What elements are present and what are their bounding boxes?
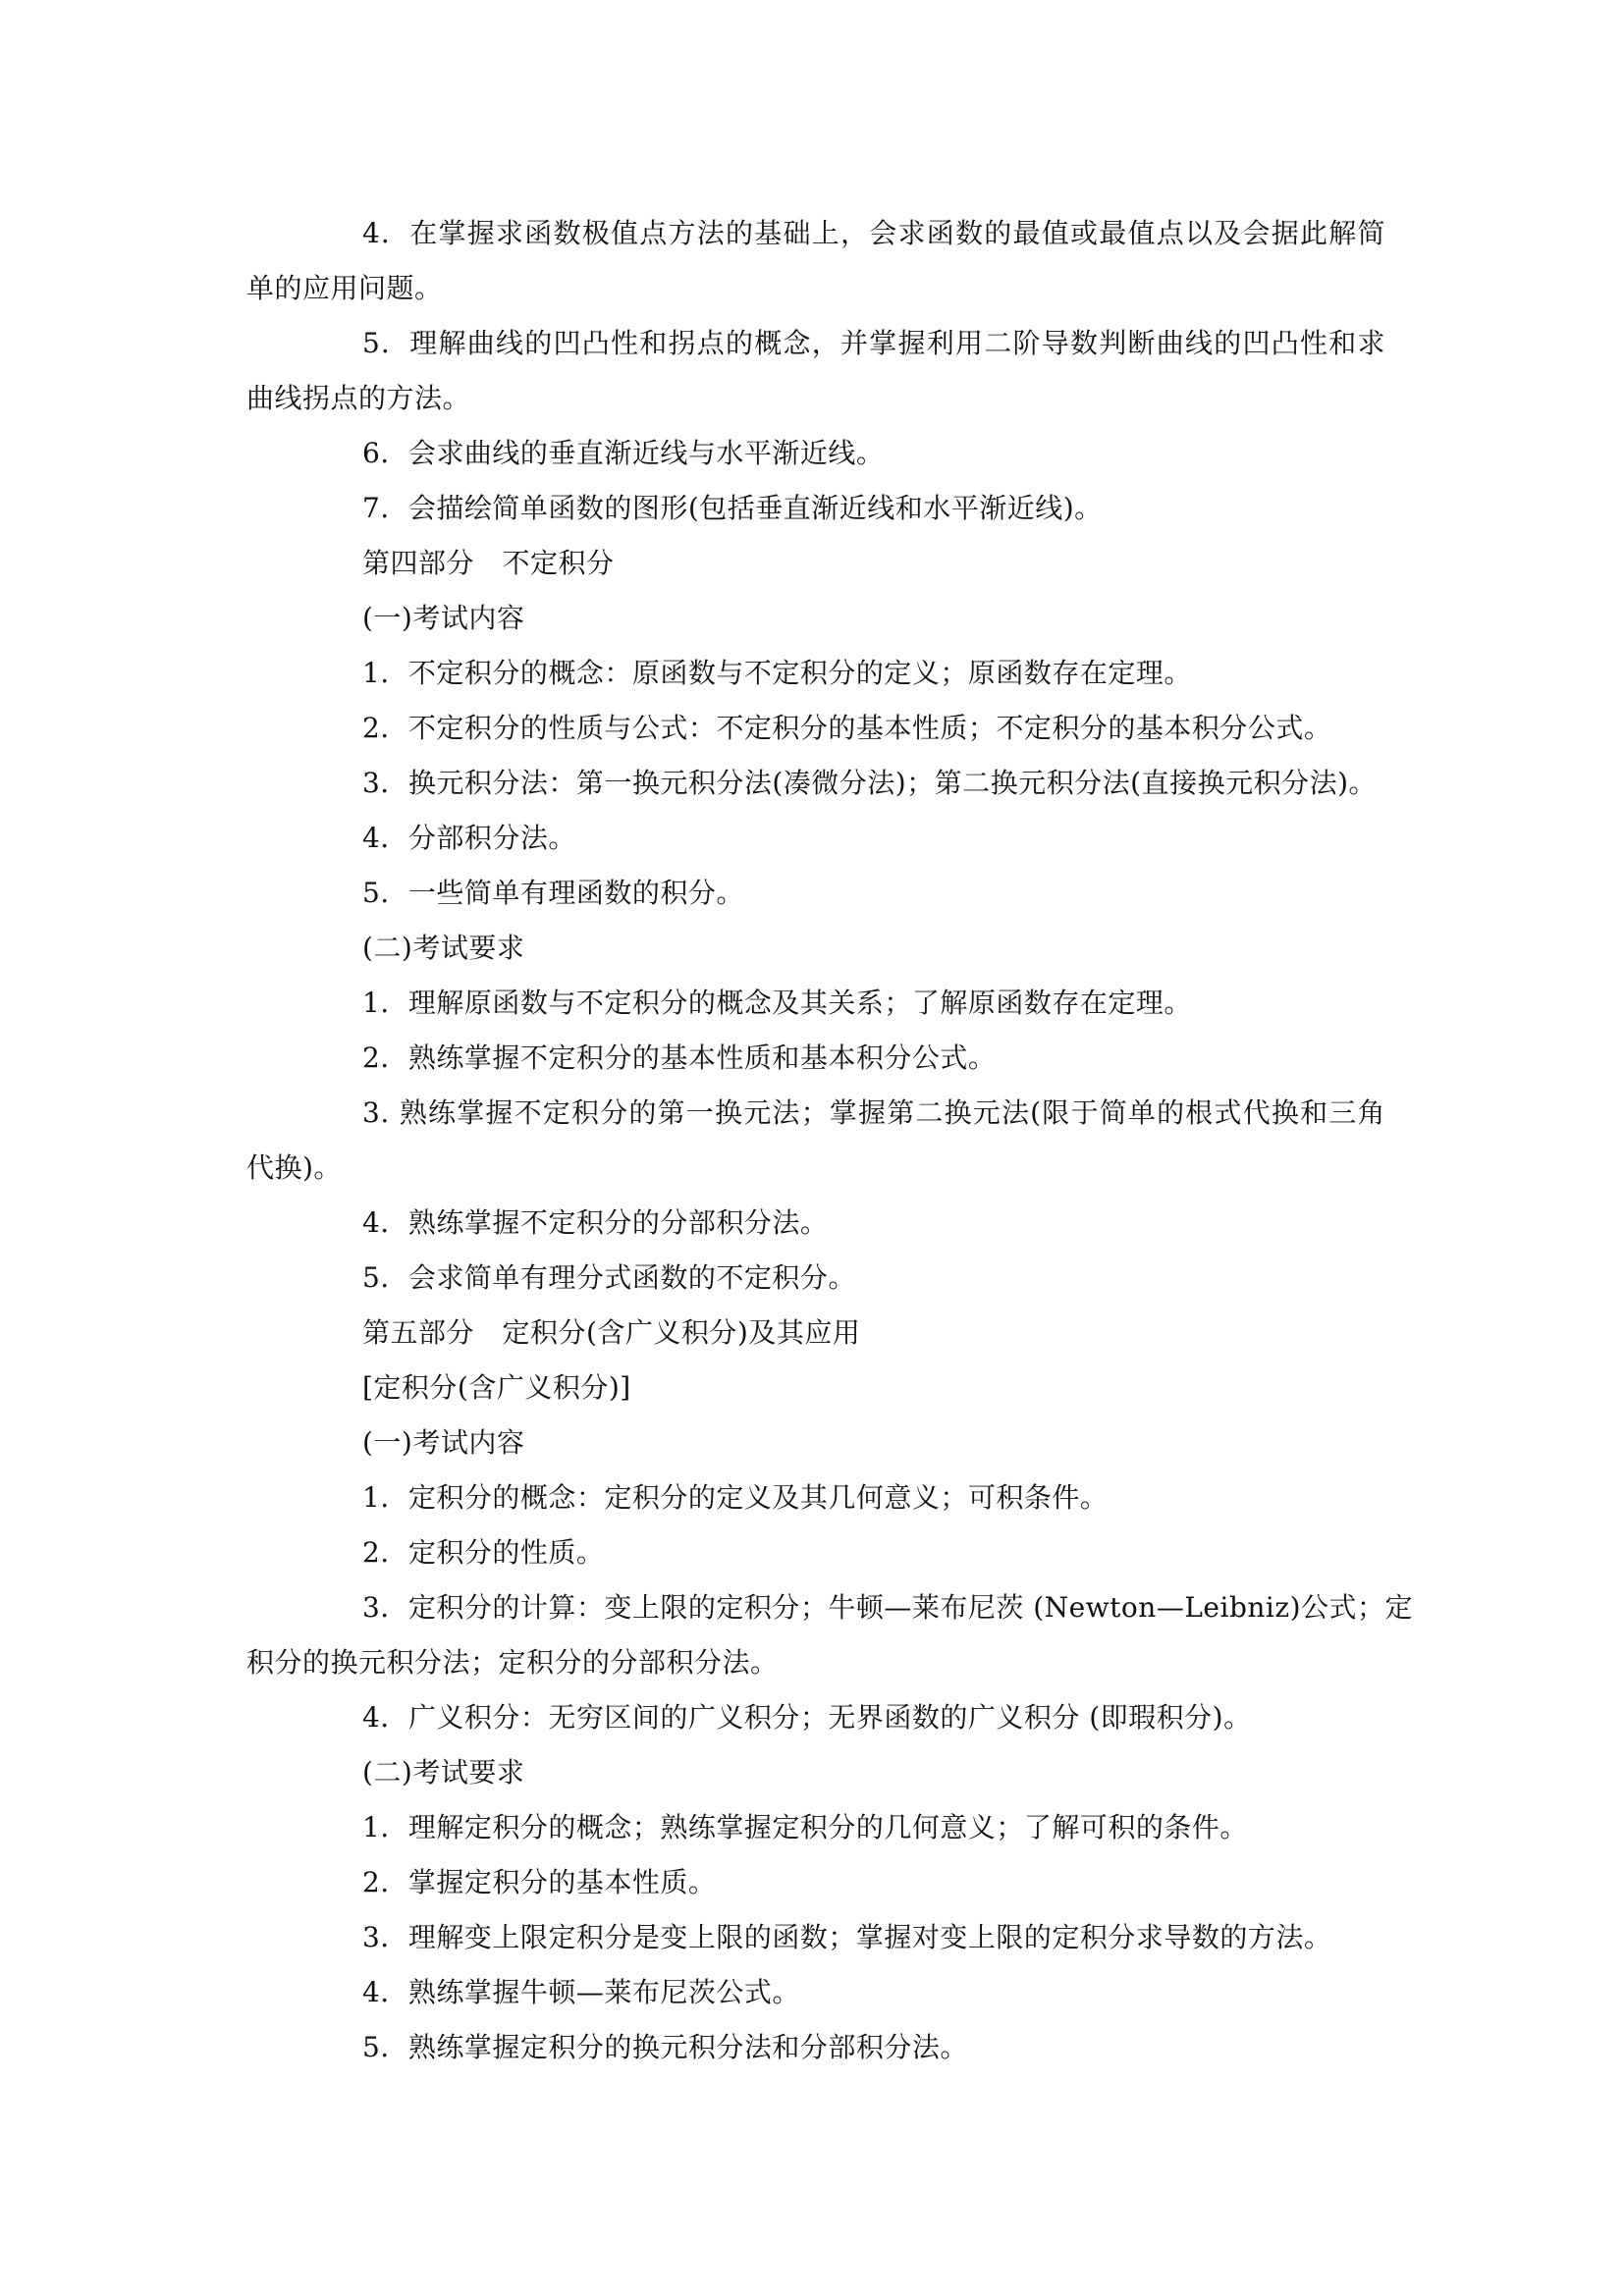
paragraph-line: 3．换元积分法：第一换元积分法(凑微分法)；第二换元积分法(直接换元积分法)。 (362, 767, 1378, 799)
paragraph-line: 1．理解原函数与不定积分的概念及其关系；了解原函数存在定理。 (362, 987, 1192, 1019)
paragraph-line: 2．熟练掌握不定积分的基本性质和基本积分公式。 (362, 1041, 997, 1074)
paragraph-line: 3. 熟练掌握不定积分的第一换元法；掌握第二换元法(限于简单的根式代换和三角 (362, 1096, 1385, 1129)
paragraph-line: 4．熟练掌握牛顿—莱布尼茨公式。 (362, 1976, 800, 2008)
paragraph-line: 3．理解变上限定积分是变上限的函数；掌握对变上限的定积分求导数的方法。 (362, 1921, 1332, 1953)
paragraph-line: 1．定积分的概念：定积分的定义及其几何意义；可积条件。 (362, 1481, 1109, 1514)
paragraph-line: 5．会求简单有理分式函数的不定积分。 (362, 1261, 856, 1294)
paragraph-line: 5．熟练掌握定积分的换元积分法和分部积分法。 (362, 2031, 968, 2063)
paragraph-line: (二)考试要求 (362, 1756, 525, 1789)
paragraph-line: 4．广义积分：无穷区间的广义积分；无界函数的广义积分 (即瑕积分)。 (362, 1701, 1252, 1734)
paragraph-line: 1．不定积分的概念：原函数与不定积分的定义；原函数存在定理。 (362, 657, 1192, 689)
document-body (246, 206, 1414, 2075)
paragraph-line: 第五部分 定积分(含广义积分)及其应用 (362, 1316, 861, 1349)
paragraph-line: 2．掌握定积分的基本性质。 (362, 1866, 717, 1898)
paragraph-line: 7．会描绘简单函数的图形(包括垂直渐近线和水平渐近线)。 (362, 492, 1103, 524)
paragraph-line: 1．理解定积分的概念；熟练掌握定积分的几何意义；了解可积的条件。 (362, 1811, 1248, 1843)
paragraph-line: 4．在掌握求函数极值点方法的基础上，会求函数的最值或最值点以及会据此解简 (362, 217, 1385, 249)
paragraph-line: 5．理解曲线的凹凸性和拐点的概念，并掌握利用二阶导数判断曲线的凹凸性和求 (362, 327, 1385, 359)
paragraph-continuation-line: 曲线拐点的方法。 (246, 382, 471, 414)
paragraph-line: (一)考试内容 (362, 1426, 525, 1459)
paragraph-line: 5．一些简单有理函数的积分。 (362, 877, 744, 909)
paragraph-continuation-line: 积分的换元积分法；定积分的分部积分法。 (246, 1646, 779, 1679)
paragraph-line: (一)考试内容 (362, 602, 525, 634)
paragraph-line: (二)考试要求 (362, 932, 525, 964)
paragraph-continuation-line: 单的应用问题。 (246, 272, 443, 304)
paragraph-line: 2．不定积分的性质与公式：不定积分的基本性质；不定积分的基本积分公式。 (362, 712, 1332, 744)
paragraph-line: 4．熟练掌握不定积分的分部积分法。 (362, 1206, 829, 1239)
paragraph-line: 4．分部积分法。 (362, 822, 576, 854)
paragraph-line: [定积分(含广义积分)] (362, 1371, 631, 1404)
paragraph-line: 3．定积分的计算：变上限的定积分；牛顿—莱布尼茨 (Newton—Leibniz)公式；定 (362, 1591, 1414, 1624)
paragraph-continuation-line: 代换)。 (246, 1151, 342, 1184)
paragraph-line: 6．会求曲线的垂直渐近线与水平渐近线。 (362, 437, 885, 469)
paragraph-line: 2．定积分的性质。 (362, 1536, 605, 1569)
paragraph-line: 第四部分 不定积分 (362, 547, 615, 579)
